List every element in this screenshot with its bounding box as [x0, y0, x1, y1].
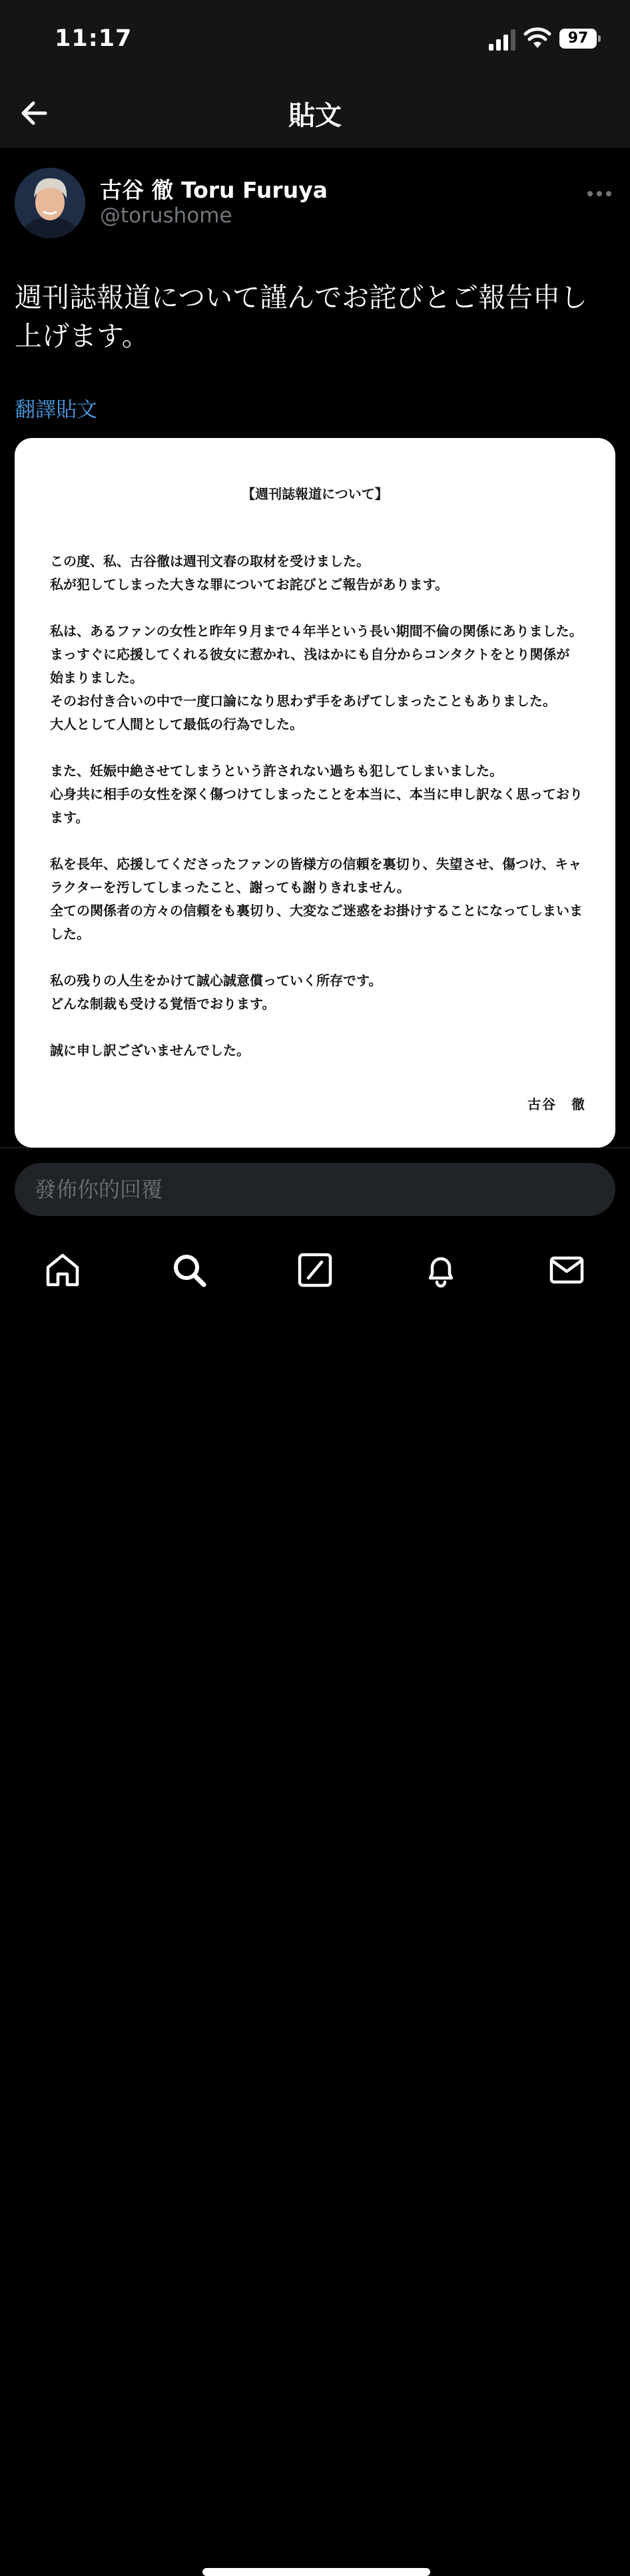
- reply-input[interactable]: [15, 1163, 615, 1216]
- author-handle[interactable]: @torushome: [100, 204, 232, 228]
- document-paragraph: また、妊娠中絶させてしまうという許されない過ちも犯してしまいました。 心身共に相手の女性を深く傷つけてしまったことを本当に、本当に申し訳なく思っております。: [50, 763, 583, 825]
- status-bar: [0, 0, 630, 80]
- home-icon[interactable]: [43, 1250, 83, 1290]
- translate-post-link[interactable]: 翻譯貼文: [15, 398, 97, 422]
- document-paragraph: 誠に申し訳ございませんでした。: [50, 1042, 250, 1058]
- more-dots-icon[interactable]: [586, 189, 613, 198]
- post-header: [0, 148, 630, 254]
- battery-indicator: 97: [559, 29, 597, 49]
- document-paragraph: 私の残りの人生をかけて誠心誠意償っていく所存です。 どんな制裁も受ける覚悟でおります。: [50, 972, 382, 1012]
- page-title: 貼文: [288, 101, 342, 131]
- bottom-tab-bar: [0, 1227, 630, 1363]
- wifi-icon: [523, 27, 551, 49]
- document-title: 【週刊誌報道について】: [242, 486, 388, 502]
- document-paragraph: 私は、あるファンの女性と昨年９月まで４年半という長い期間不倫の関係にありました。まっすぐに応援してくれる彼女に惹かれ、浅はかにも自分からコンタクトをとり関係が始まりました。 そのお付き合いの中で一度口論になり思わず手をあげてしまったこともありました。 大人として人間として最低の行為でした。: [50, 623, 583, 732]
- status-time: 11:17: [55, 25, 133, 52]
- author-name[interactable]: 古谷 徹 Toru Furuya: [100, 177, 328, 203]
- document-paragraph: この度、私、古谷徹は週刊文春の取材を受けました。 私が犯してしまった大きな罪についてお詫びとご報告があります。: [50, 553, 448, 592]
- home-indicator: [202, 2568, 430, 2576]
- search-icon[interactable]: [169, 1250, 209, 1290]
- document-body: [50, 550, 583, 1086]
- nav-header: [0, 80, 630, 148]
- cellular-signal-icon: [489, 29, 517, 51]
- avatar-image: [15, 168, 85, 238]
- bell-icon[interactable]: [421, 1250, 461, 1290]
- post-image-card[interactable]: [15, 438, 615, 1148]
- compose-icon[interactable]: [295, 1250, 335, 1290]
- post-text: 週刊誌報道について謹んでお詫びとご報告申し上げます。: [15, 282, 588, 352]
- reply-bar: [0, 1148, 630, 1228]
- document-paragraph: 私を長年、応援してくださったファンの皆様方の信頼を裏切り、失望させ、傷つけ、キャラクターを汚してしまったこと、謝っても謝りきれません。 全ての関係者の方々の信頼をも裏切り、大変なご迷惑をお掛けすることになってしまいました。: [50, 856, 583, 942]
- mail-icon[interactable]: [547, 1250, 587, 1290]
- document-signature: 古谷 徹: [527, 1096, 586, 1112]
- avatar[interactable]: [15, 168, 85, 238]
